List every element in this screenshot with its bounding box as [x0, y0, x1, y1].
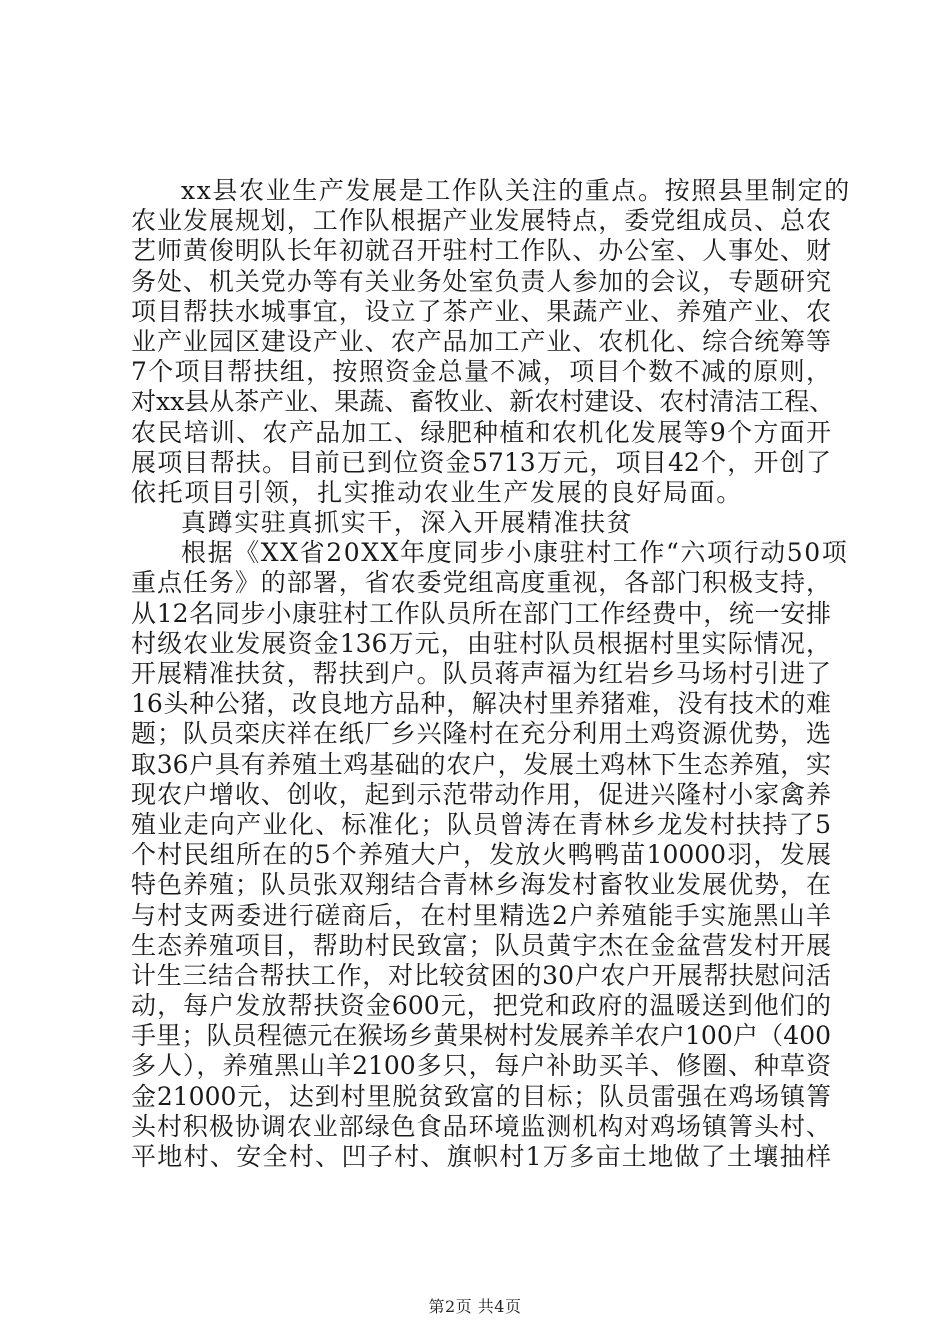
paragraph-line: 务处、机关党办等有关业务处室负责人参加的会议，专题研究 — [131, 266, 831, 296]
page-number-footer: 第2页 共4页 — [428, 1297, 522, 1316]
paragraph-line: xx县农业生产发展是工作队关注的重点。按照县里制定的 — [181, 176, 851, 205]
paragraph-line: 动，每户发放帮扶资金600元，把党和政府的温暖送到他们的 — [131, 991, 831, 1021]
paragraph-line: 头村积极协调农业部绿色食品环境监测机构对鸡场镇箐头村、 — [131, 1111, 831, 1141]
paragraph-line: 取36户具有养殖土鸡基础的农户，发展土鸡林下生态养殖，实 — [131, 749, 831, 779]
paragraph-line: 开展精准扶贫，帮扶到户。队员蒋声福为红岩乡马场村引进了 — [131, 659, 831, 688]
paragraph-line: 现农户增收、创收，起到示范带动作用，促进兴隆村小家禽养 — [131, 779, 831, 809]
paragraph-line: 特色养殖；队员张双翔结合青林乡海发村畜牧业发展优势，在 — [131, 870, 831, 900]
paragraph-line: 个村民组所在的5个养殖大户，发放火鸭鸭苗10000羽，发展 — [131, 840, 831, 870]
paragraph-line: 多人），养殖黑山羊2100多只，每户补助买羊、修圈、种草资 — [131, 1051, 831, 1081]
paragraph-line: 项目帮扶水城事宜，设立了茶产业、果蔬产业、养殖产业、农 — [131, 296, 831, 326]
paragraph-line: 手里；队员程德元在猴场乡黄果树村发展养羊农户100户（400 — [131, 1021, 831, 1051]
section-heading: 真蹲实驻真抓实干，深入开展精准扶贫 — [181, 508, 634, 538]
paragraph-line: 殖业走向产业化、标准化；队员曾涛在青林乡龙发村扶持了5 — [131, 809, 831, 839]
paragraph-line: 与村支两委进行磋商后，在村里精选2户养殖能手实施黑山羊 — [131, 900, 831, 930]
paragraph-line: 农业发展规划，工作队根据产业发展特点，委党组成员、总农 — [131, 206, 831, 236]
paragraph-line: 题；队员栾庆祥在纸厂乡兴隆村在充分利用土鸡资源优势，选 — [131, 719, 831, 749]
paragraph-line: 村级农业发展资金136万元，由驻村队员根据村里实际情况， — [131, 628, 831, 658]
paragraph-line: 金21000元，达到村里脱贫致富的目标；队员雷强在鸡场镇箐 — [131, 1081, 831, 1111]
paragraph-line: 业产业园区建设产业、农产品加工产业、农机化、综合统筹等 — [131, 326, 831, 356]
paragraph-line: 7个项目帮扶组，按照资金总量不减，项目个数不减的原则， — [131, 357, 831, 387]
paragraph-line: 根据《XX省20XX年度同步小康驻村工作“六项行动50项 — [181, 538, 849, 568]
document-body — [131, 176, 851, 1172]
paragraph-line: 从12名同步小康驻村工作队员所在部门工作经费中，统一安排 — [131, 598, 831, 628]
paragraph-line: 平地村、安全村、凹子村、旗帜村1万多亩土地做了土壤抽样 — [131, 1142, 831, 1171]
paragraph-line: 生态养殖项目，帮助村民致富；队员黄宇杰在金盆营发村开展 — [131, 930, 831, 960]
paragraph-line: 艺师黄俊明队长年初就召开驻村工作队、办公室、人事处、财 — [131, 236, 831, 266]
paragraph-line: 展项目帮扶。目前已到位资金5713万元，项目42个，开创了 — [131, 447, 831, 477]
paragraph-line: 依托项目引领，扎实推动农业生产发展的良好局面。 — [131, 477, 743, 507]
paragraph-line: 农民培训、农产品加工、绿肥种植和农机化发展等9个方面开 — [131, 417, 831, 447]
paragraph-line: 16头种公猪，改良地方品种，解决村里养猪难，没有技术的难 — [131, 689, 831, 719]
paragraph-line: 计生三结合帮扶工作，对比较贫困的30户农户开展帮扶慰问活 — [131, 960, 831, 990]
paragraph-line: 对xx县从茶产业、果蔬、畜牧业、新农村建设、农村清洁工程、 — [131, 387, 835, 417]
paragraph-line: 重点任务》的部署，省农委党组高度重视，各部门积极支持， — [131, 568, 831, 598]
